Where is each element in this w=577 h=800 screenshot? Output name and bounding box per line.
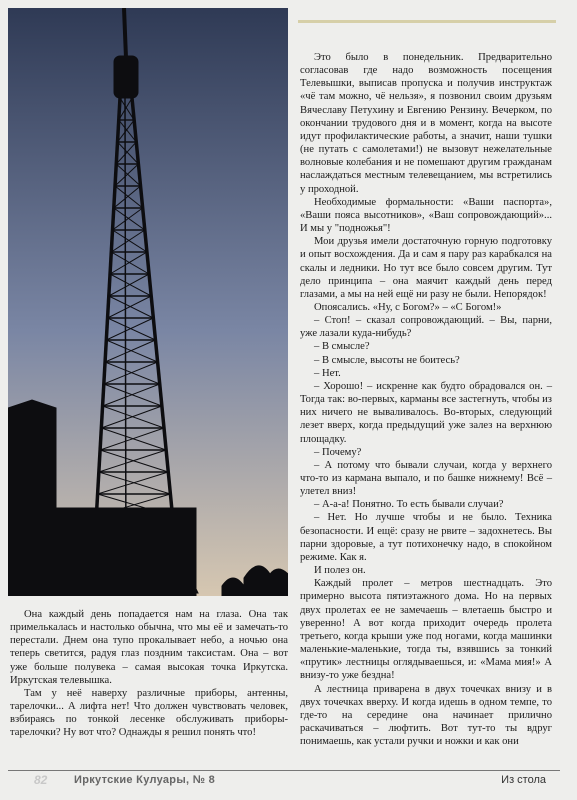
paragraph: Необходимые формальности: «Ваши паспорта», «Ваши пояса высотников», «Ваш сопровождающий»... И мы у "подножья"!: [300, 196, 552, 235]
page-number: 82: [34, 773, 48, 787]
paragraph: – В смысле, высоты не боитесь?: [314, 354, 460, 366]
paragraph: – Хорошо! – искренне как будто обрадовался он. – Тогда так: во-первых, карманы все застегнуть, чтобы из них ничего не вываливалось. Во-вторых, следующий лезет вверх, когда предыдущий уже залез на верхнюю площадку.: [300, 380, 552, 445]
paragraph: – Нет. Но лучше чтобы и не было. Техника безопасности. И ещё: сразу не рвите – задохнетесь. Вы парни здоровые, а тут потихонечку надо, в спокойном режиме. Как я.: [300, 512, 552, 563]
paragraph: – А потому что бывали случаи, когда у верхнего что-то из кармана выпало, и по башке нижнему! Всё – улетел вниз!: [300, 459, 552, 498]
paragraph: Там у неё наверху различные приборы, антенны, тарелочки... А лифта нет! Что должен чувствовать человек, взбираясь по тонкой лесенке обслуживать приборы-тарелочки? Ну вот что? Однажды я решил понять что!: [10, 687, 288, 739]
paragraph: Мои друзья имели достаточную горную подготовку и опыт восхождения. Да и сам я пару раз карабкался на скалы и ледники. Но тут все было совсем другим. Тут дело принципа – она маячит каждый день перед глазами, а мы на ней ещё ни разу не были. Непорядок!: [300, 236, 552, 300]
magazine-title: Иркутские Кулуары, № 8: [74, 774, 216, 786]
article-column-right: [300, 51, 552, 748]
article-column-left: [10, 608, 288, 740]
paragraph: А лестница приварена в двух точечках внизу и в двух точечках вверху. И когда идешь в одном темпе, то где-то на середине она начинает прилично раскачиваться – люфтить. Вот тут-то ты вдруг понимаешь, как устали ручки и ножки и как они: [300, 683, 552, 748]
paragraph: И полез он.: [314, 565, 366, 577]
paragraph: Каждый пролет – метров шестнадцать. Это примерно высота пятиэтажного дома. Но на первых двух пролетах ее не замечаешь – влетаешь быстро и уверенно! А вот когда приходит очередь пролета третьего, когда крыши уже под ногами, когда машинки маленькие-маленькие, тогда ты, взявшись за тонкий «прутик» лестницы оглядываешься, и: «Мама мия!» А внизу-то уже бездна!: [300, 578, 552, 682]
section-name: Из стола: [501, 774, 546, 786]
paragraph: – Стоп! – сказал сопровождающий. – Вы, парни, уже лазали куда-нибудь?: [300, 315, 552, 340]
paragraph: Опоясались. «Ну, с Богом?» – «С Богом!»: [314, 301, 502, 313]
paragraph: Она каждый день попадается нам на глаза. Она так примелькалась и настолько обычна, что мы её и замечать-то перестали. Днем она тупо прокалывает небо, а ночью она теперь светится, радуя глаз поздним таксистам. Она – вот уже больше полувека – самая высокая точка Иркутска. Иркутская телевышка.: [10, 609, 288, 686]
paragraph: Это было в понедельник. Предварительно согласовав где надо возможность посещения Телевышки, выписав пропуска и получив инструктаж «чё там можно, чё нельзя», я позвонил своим друзьям Вячеславу Петухину и Евгению Рензину. Вечерком, по окончании трудового дня и в момент, когда на высоте идут профилактические работы, а значит, наши тушки (не путать с самолетами!) не вызовут нежелательные волновые колебания и не помешают другим гражданам наслаждаться местным телевещанием, мы встретились у проходной.: [300, 52, 552, 195]
paragraph: – Почему?: [314, 446, 362, 458]
page-footer: [8, 770, 560, 789]
top-decorative-rule: [298, 20, 556, 23]
paragraph: – А-а-а! Понятно. То есть бывали случаи?: [314, 499, 504, 511]
paragraph: – Нет.: [314, 367, 341, 379]
tv-tower-illustration: [8, 8, 288, 596]
paragraph: – В смысле?: [314, 341, 370, 353]
tv-tower-photo: [8, 8, 288, 596]
